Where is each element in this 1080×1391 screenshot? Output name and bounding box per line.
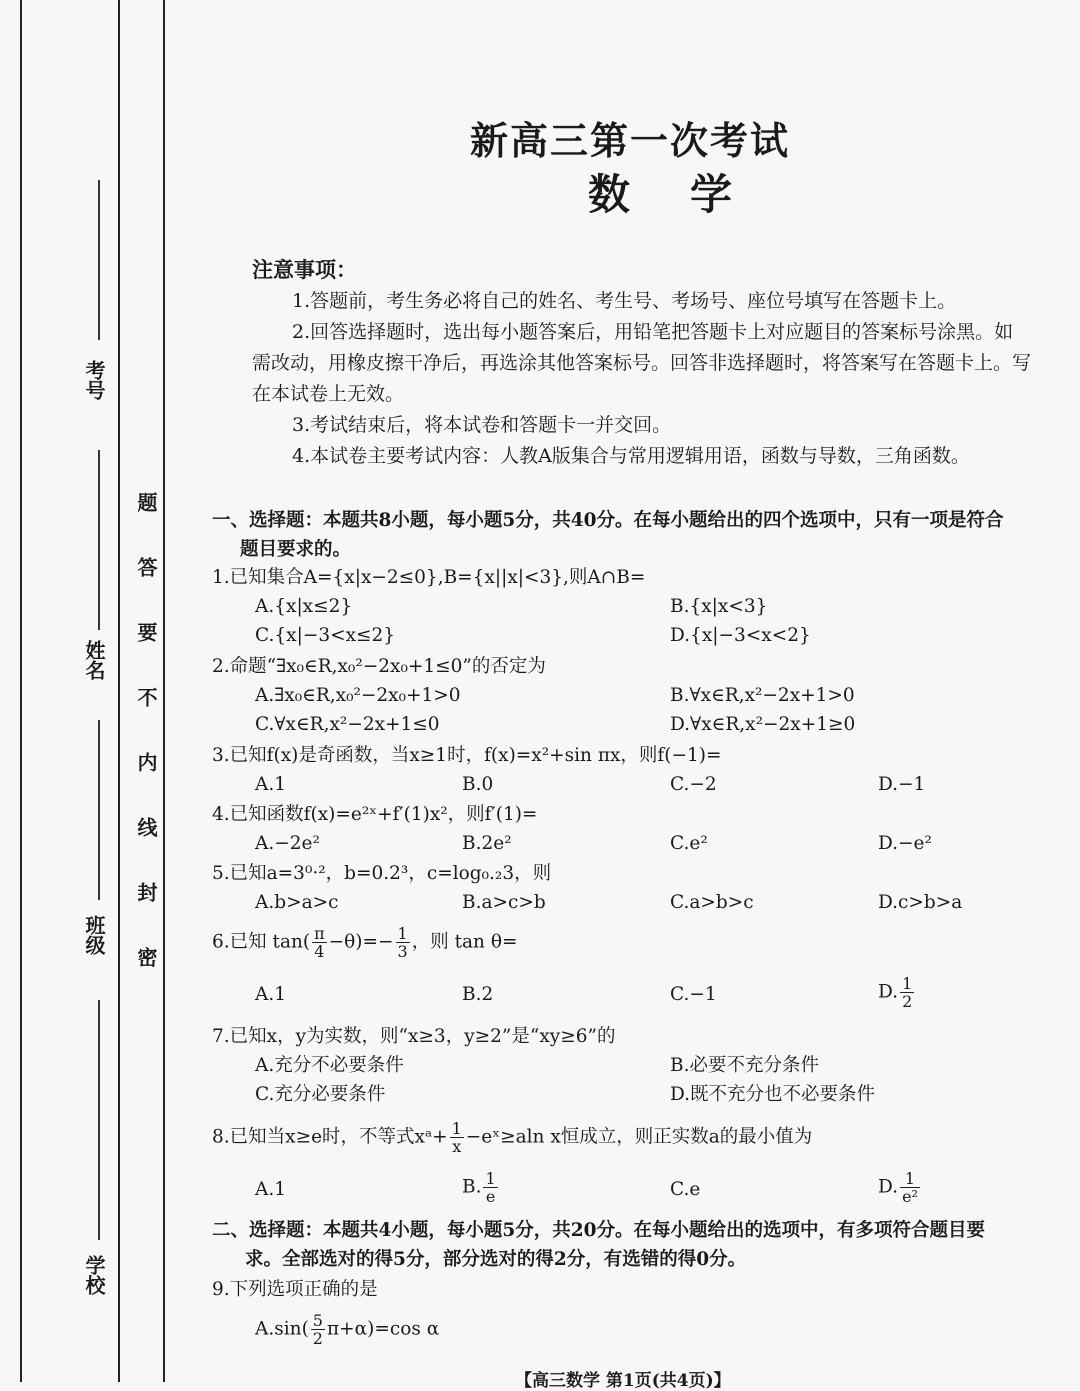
q6-option-d-fraction xyxy=(900,975,914,1010)
q4-stem: 4.已知函数f(x)=e²ˣ+f′(1)x²，则f′(1)= xyxy=(212,804,538,825)
q7-option-c: C.充分必要条件 xyxy=(255,1084,386,1105)
q6-fraction-pi-over-4 xyxy=(312,925,327,960)
q8-option-c: C.e xyxy=(670,1179,701,1200)
q6-d-den: 2 xyxy=(902,992,913,1011)
q6-stem-post: ，则 tan θ= xyxy=(411,931,518,953)
class-label: 班级 xyxy=(82,915,106,955)
class-blank xyxy=(98,720,100,900)
page-footer: 【高三数学 第1页(共4页)】 xyxy=(515,1371,731,1391)
q6-fraction-one-third xyxy=(396,925,410,960)
q5-option-b: B.a>c>b xyxy=(462,892,546,913)
q7-stem: 7.已知x，y为实数，则“x≥3，y≥2”是“xy≥6”的 xyxy=(212,1026,616,1047)
q1-option-a: A.{x|x≤2} xyxy=(255,596,353,617)
q9-a-den: 2 xyxy=(312,1329,323,1348)
q8-b-num: 1 xyxy=(485,1169,496,1188)
q1-option-c: C.{x|−3<x≤2} xyxy=(255,625,396,646)
school-blank xyxy=(98,1000,100,1240)
section1-heading: 一、选择题：本题共8小题，每小题5分，共40分。在每小题给出的四个选项中，只有一项是符合 xyxy=(212,510,1004,531)
q6-option-d-label: D. xyxy=(878,981,899,1003)
notice-item: 3.考试结束后，将本试卷和答题卡一并交回。 xyxy=(292,414,672,436)
q2-option-c: C.∀x∈R,x²−2x+1≤0 xyxy=(255,714,440,735)
q6-frac-num: π xyxy=(314,924,325,943)
q8-stem xyxy=(212,1120,1062,1155)
margin-border-outer xyxy=(20,0,22,1382)
q8-option-b xyxy=(462,1170,500,1205)
q3-option-a: A.1 xyxy=(255,774,287,795)
q6-option-d xyxy=(878,975,916,1010)
exam-title: 新高三第一次考试 xyxy=(469,119,790,163)
q3-option-c: C.−2 xyxy=(670,774,717,795)
q8-option-d xyxy=(878,1170,922,1205)
q9-stem: 9.下列选项正确的是 xyxy=(212,1279,378,1300)
notice-item: 4.本试卷主要考试内容：人教A版集合与常用逻辑用语，函数与导数，三角函数。 xyxy=(292,445,970,467)
q4-option-c: C.e² xyxy=(670,833,708,854)
seal-char: 内 xyxy=(134,752,158,772)
q6-frac-den: 4 xyxy=(314,942,325,961)
q7-option-d: D.既不充分也不必要条件 xyxy=(670,1084,876,1105)
q3-option-d: D.−1 xyxy=(878,774,926,795)
q8-b-den: e xyxy=(485,1187,496,1206)
q4-option-b: B.2e² xyxy=(462,833,512,854)
name-blank xyxy=(98,450,100,630)
q1-stem: 1.已知集合A={x|x−2≤0},B={x||x|<3},则A∩B= xyxy=(212,567,646,588)
seal-char: 要 xyxy=(134,622,158,642)
q8-d-num: 1 xyxy=(900,1170,920,1188)
exam-no-blank xyxy=(98,180,100,340)
q8-frac-den: x xyxy=(452,1137,462,1156)
q6-stem xyxy=(212,925,1062,960)
exam-no-label: 考号 xyxy=(82,360,106,400)
notice-item: 1.答题前，考生务必将自己的姓名、考生号、考场号、座位号填写在答题卡上。 xyxy=(292,290,957,312)
notice-heading: 注意事项： xyxy=(252,257,357,282)
q9-a-num: 5 xyxy=(312,1311,323,1330)
section2-heading: 二、选择题：本题共4小题，每小题5分，共20分。在每小题给出的选项中，有多项符合题目要 xyxy=(212,1220,985,1241)
margin-border-inner xyxy=(163,0,165,1382)
q2-option-b: B.∀x∈R,x²−2x+1>0 xyxy=(670,685,855,706)
q9-option-a-post: π+α)=cos α xyxy=(326,1318,440,1340)
q8-frac-num: 1 xyxy=(451,1119,462,1138)
seal-char: 题 xyxy=(134,492,158,512)
q3-stem: 3.已知f(x)是奇函数，当x≥1时，f(x)=x²+sin πx，则f(−1)= xyxy=(212,745,722,766)
q5-option-a: A.b>a>c xyxy=(255,892,339,913)
q5-option-c: C.a>b>c xyxy=(670,892,754,913)
section1-heading-cont: 题目要求的。 xyxy=(240,539,352,560)
q5-option-d: D.c>b>a xyxy=(878,892,963,913)
q8-d-den: e² xyxy=(902,1187,918,1206)
section2-heading-cont: 求。全部选对的得5分，部分选对的得2分，有选错的得0分。 xyxy=(245,1249,747,1270)
seal-char: 不 xyxy=(134,687,158,707)
q6-frac2-num: 1 xyxy=(397,924,408,943)
notice-item: 2.回答选择题时，选出每小题答案后，用铅笔把答题卡上对应题目的答案标号涂黑。如需改动，用橡皮擦干净后，再选涂其他答案标号。回答非选择题时，将答案写在答题卡上。写在本试卷上无效。 xyxy=(252,321,1032,405)
q8-option-d-fraction xyxy=(900,1170,920,1205)
q1-option-d: D.{x|−3<x<2} xyxy=(670,625,811,646)
q7-option-a: A.充分不必要条件 xyxy=(255,1055,404,1076)
seal-char: 密 xyxy=(134,947,158,967)
q6-option-a: A.1 xyxy=(255,984,287,1005)
q9-option-a-fraction xyxy=(311,1312,325,1347)
q6-stem-pre: 6.已知 tan( xyxy=(212,931,311,953)
q6-stem-mid: −θ)=− xyxy=(328,931,394,953)
q2-option-a: A.∃x₀∈R,x₀²−2x₀+1>0 xyxy=(255,685,461,706)
q4-option-d: D.−e² xyxy=(878,833,932,854)
q8-fraction-1-over-x xyxy=(450,1120,464,1155)
q8-option-b-label: B. xyxy=(462,1176,482,1198)
q7-option-b: B.必要不充分条件 xyxy=(670,1055,819,1076)
q4-option-a: A.−2e² xyxy=(255,833,320,854)
q2-stem: 2.命题“∃x₀∈R,x₀²−2x₀+1≤0”的否定为 xyxy=(212,656,546,677)
q8-stem-pre: 8.已知当x≥e时，不等式xᵃ+ xyxy=(212,1126,448,1148)
seal-char: 答 xyxy=(134,557,158,577)
margin-border-mid xyxy=(118,0,120,1382)
seal-char: 封 xyxy=(134,882,158,902)
q5-stem: 5.已知a=3⁰·²，b=0.2³，c=log₀.₂3，则 xyxy=(212,863,552,884)
q6-option-b: B.2 xyxy=(462,984,494,1005)
q9-option-a xyxy=(255,1312,439,1347)
subject-title: 数学 xyxy=(587,170,792,219)
school-label: 学校 xyxy=(82,1255,106,1295)
q6-d-num: 1 xyxy=(902,974,913,993)
q3-option-b: B.0 xyxy=(462,774,494,795)
q6-option-c: C.−1 xyxy=(670,984,717,1005)
q1-option-b: B.{x|x<3} xyxy=(670,596,768,617)
q8-stem-post: −eˣ≥aln x恒成立，则正实数a的最小值为 xyxy=(465,1126,813,1148)
q8-option-a: A.1 xyxy=(255,1179,287,1200)
q9-option-a-pre: A.sin( xyxy=(255,1318,309,1340)
q8-option-d-label: D. xyxy=(878,1176,899,1198)
q8-option-b-fraction xyxy=(483,1170,497,1205)
q2-option-d: D.∀x∈R,x²−2x+1≥0 xyxy=(670,714,856,735)
name-label: 姓名 xyxy=(82,640,106,680)
q6-frac2-den: 3 xyxy=(397,942,408,961)
seal-char: 线 xyxy=(134,817,158,837)
